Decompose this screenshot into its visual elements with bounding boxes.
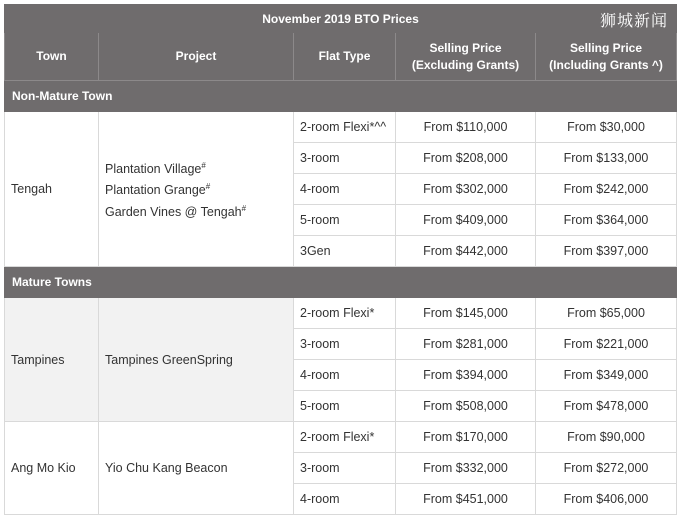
header-price-excluding-line2: (Excluding Grants) — [411, 57, 520, 72]
header-price-excluding — [396, 33, 536, 81]
flat-type-cell: 4-room — [294, 484, 396, 515]
table-title-row — [5, 5, 677, 33]
price-excluding-cell: From $394,000 — [396, 360, 536, 391]
price-including-cell: From $65,000 — [536, 298, 677, 329]
project-name: Tampines GreenSpring — [105, 352, 233, 367]
price-excluding-cell: From $170,000 — [396, 422, 536, 453]
price-including-cell: From $133,000 — [536, 143, 677, 174]
price-excluding-cell: From $145,000 — [396, 298, 536, 329]
price-including-cell: From $272,000 — [536, 453, 677, 484]
flat-type-cell: 3Gen — [294, 236, 396, 267]
project-name: Plantation Village# — [105, 161, 206, 177]
table-row — [5, 298, 677, 329]
header-project: Project — [99, 33, 294, 81]
flat-type-cell: 5-room — [294, 205, 396, 236]
price-including-cell: From $364,000 — [536, 205, 677, 236]
price-excluding-cell: From $332,000 — [396, 453, 536, 484]
header-flat-type: Flat Type — [294, 33, 396, 81]
header-price-including-line1: Selling Price — [569, 40, 643, 55]
price-excluding-cell: From $302,000 — [396, 174, 536, 205]
price-excluding-cell: From $508,000 — [396, 391, 536, 422]
project-mark: # — [241, 203, 247, 213]
table-title: November 2019 BTO Prices — [262, 11, 419, 26]
table-row — [5, 112, 677, 143]
price-excluding-cell: From $208,000 — [396, 143, 536, 174]
flat-type-cell: 2-room Flexi*^^ — [294, 112, 396, 143]
price-including-cell: From $221,000 — [536, 329, 677, 360]
project-name: Garden Vines @ Tengah# — [105, 203, 247, 219]
header-price-excluding-line1: Selling Price — [429, 40, 502, 55]
section-row-mature — [5, 267, 677, 298]
flat-type-cell: 5-room — [294, 391, 396, 422]
price-including-cell: From $242,000 — [536, 174, 677, 205]
header-price-including-line2: (Including Grants ^) — [549, 57, 663, 72]
bto-price-table-container — [4, 4, 676, 515]
project-cell — [99, 298, 294, 422]
section-label: Non-Mature Town — [5, 81, 677, 112]
flat-type-cell: 4-room — [294, 360, 396, 391]
flat-type-cell: 3-room — [294, 143, 396, 174]
town-cell: Tampines — [5, 298, 99, 422]
price-including-cell: From $478,000 — [536, 391, 677, 422]
flat-type-cell: 2-room Flexi* — [294, 422, 396, 453]
flat-type-cell: 4-room — [294, 174, 396, 205]
section-row-non-mature — [5, 81, 677, 112]
table-row — [5, 422, 677, 453]
project-cell — [99, 422, 294, 515]
bto-price-table — [4, 4, 677, 515]
table-title-cell — [5, 5, 677, 33]
price-including-cell: From $406,000 — [536, 484, 677, 515]
project-mark: # — [201, 161, 206, 171]
header-price-including — [536, 33, 677, 81]
price-including-cell: From $90,000 — [536, 422, 677, 453]
price-excluding-cell: From $442,000 — [396, 236, 536, 267]
town-cell: Tengah — [5, 112, 99, 267]
section-label: Mature Towns — [5, 267, 677, 298]
project-mark: # — [205, 182, 211, 192]
price-including-cell: From $30,000 — [536, 112, 677, 143]
flat-type-cell: 2-room Flexi* — [294, 298, 396, 329]
flat-type-cell: 3-room — [294, 329, 396, 360]
price-excluding-cell: From $110,000 — [396, 112, 536, 143]
price-including-cell: From $349,000 — [536, 360, 677, 391]
price-excluding-cell: From $281,000 — [396, 329, 536, 360]
header-town: Town — [5, 33, 99, 81]
flat-type-cell: 3-room — [294, 453, 396, 484]
project-name: Yio Chu Kang Beacon — [105, 461, 228, 475]
town-cell: Ang Mo Kio — [5, 422, 99, 515]
project-name: Plantation Grange# — [105, 182, 211, 198]
watermark: 狮城新闻 — [599, 13, 668, 30]
project-cell — [99, 112, 294, 267]
table-header-row — [5, 33, 677, 81]
price-excluding-cell: From $409,000 — [396, 205, 536, 236]
price-including-cell: From $397,000 — [536, 236, 677, 267]
price-excluding-cell: From $451,000 — [396, 484, 536, 515]
